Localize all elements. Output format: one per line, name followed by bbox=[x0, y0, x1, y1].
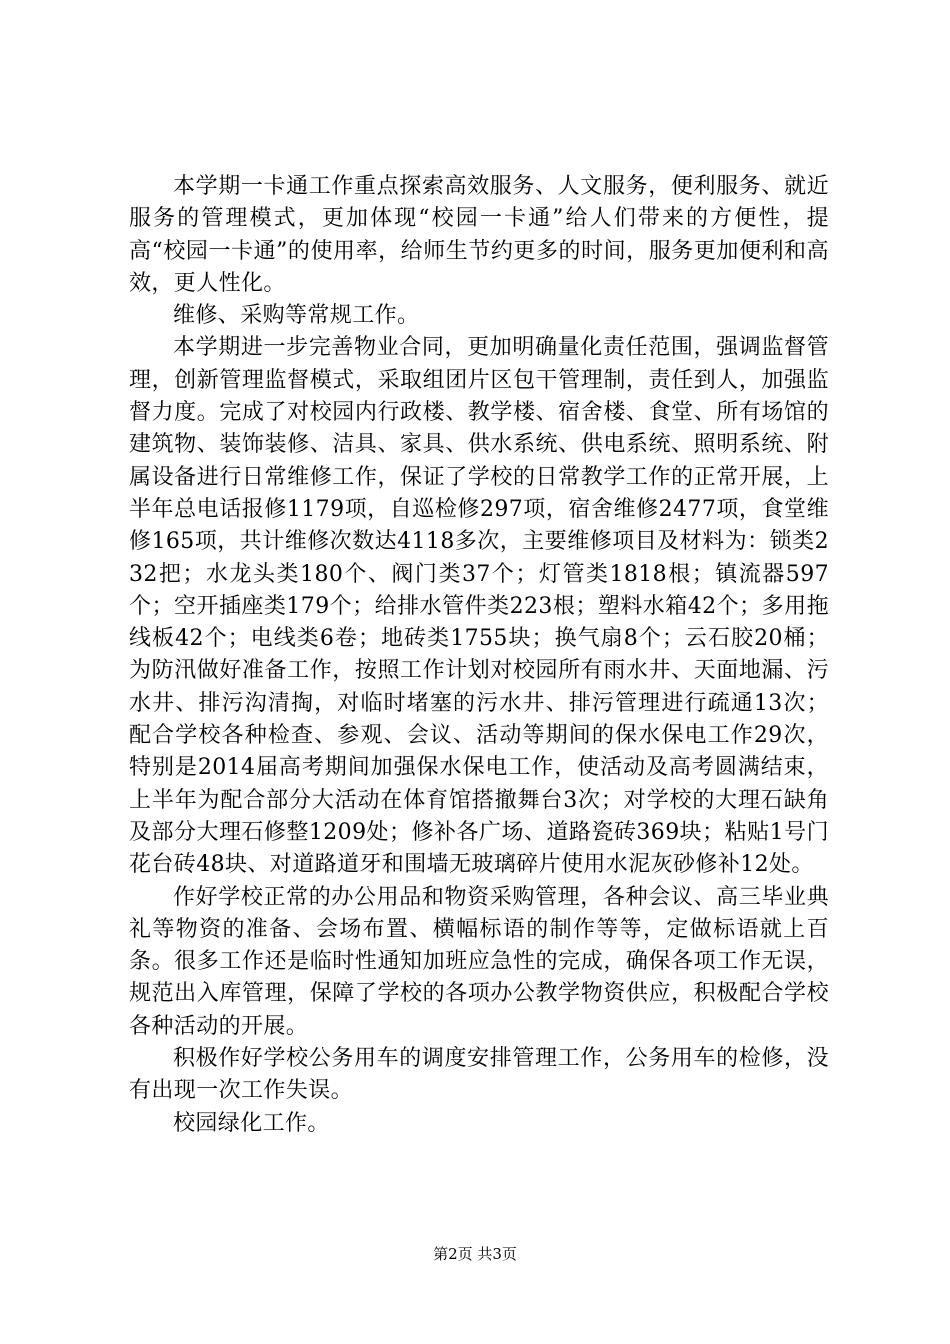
paragraph-vehicles: 积极作好学校公务用车的调度安排管理工作，公务用车的检修，没有出现一次工作失误。 bbox=[129, 1046, 829, 1104]
paragraph-maintenance-heading: 维修、采购等常规工作。 bbox=[173, 303, 420, 329]
page-footer: 第2页 共3页 bbox=[433, 1245, 517, 1263]
paragraph-greening-heading: 校园绿化工作。 bbox=[173, 1110, 330, 1136]
paragraph-card-service: 本学期一卡通工作重点探索高效服务、人文服务，便利服务、就近服务的管理模式，更加体现“校园一卡通”给人们带来的方便性，提高“校园一卡通”的使用率，给师生节约更多的时间，服务更加便利和高效，更人性化。 bbox=[129, 174, 829, 296]
paragraph-procurement: 作好学校正常的办公用品和物资采购管理，各种会议、高三毕业典礼等物资的准备、会场布置、横幅标语的制作等等，定做标语就上百条。很多工作还是临时性通知加班应急性的完成，确保各项工作无误，规范出入库管理，保障了学校的各项办公教学物资供应，积极配合学校各种活动的开展。 bbox=[129, 884, 829, 1039]
paragraph-maintenance-details: 本学期进一步完善物业合同，更加明确量化责任范围，强调监督管理，创新管理监督模式，采取组团片区包干管理制，责任到人，加强监督力度。完成了对校园内行政楼、教学楼、宿舍楼、食堂、所有场馆的建筑物、装饰装修、洁具、家具、供水系统、供电系统、照明系统、附属设备进行日常维修工作，保证了学校的日常教学工作的正常开展，上半年总电话报修1179项，自巡检修297项，宿舍维修2477项，食堂维修165项，共计维修次数达4118多次，主要维修项目及材料为：锁类232把；水龙头类180个、阀门类37个；灯管类1818根；镇流器597个；空开插座类179个；给排水管件类223根；塑料水箱42个；多用拖线板42个；电线类6卷；地砖类1755块；换气扇8个；云石胶20桶；为防汛做好准备工作，按照工作计划对校园所有雨水井、天面地漏、污水井、排污沟清掏，对临时堵塞的污水井、排污管理进行疏通13次；配合学校各种检查、参观、会议、活动等期间的保水保电工作29次，特别是2014届高考期间加强保水保电工作，使活动及高考圆满结束，上半年为配合部分大活动在体育馆搭撤舞台3次；对学校的大理石缺角及部分大理石修整1209处；修补各广场、道路瓷砖369块；粘贴1号门花台砖48块、对道路道牙和围墙无玻璃碎片使用水泥灰砂修补12处。 bbox=[129, 335, 829, 878]
document-body bbox=[129, 171, 829, 1140]
